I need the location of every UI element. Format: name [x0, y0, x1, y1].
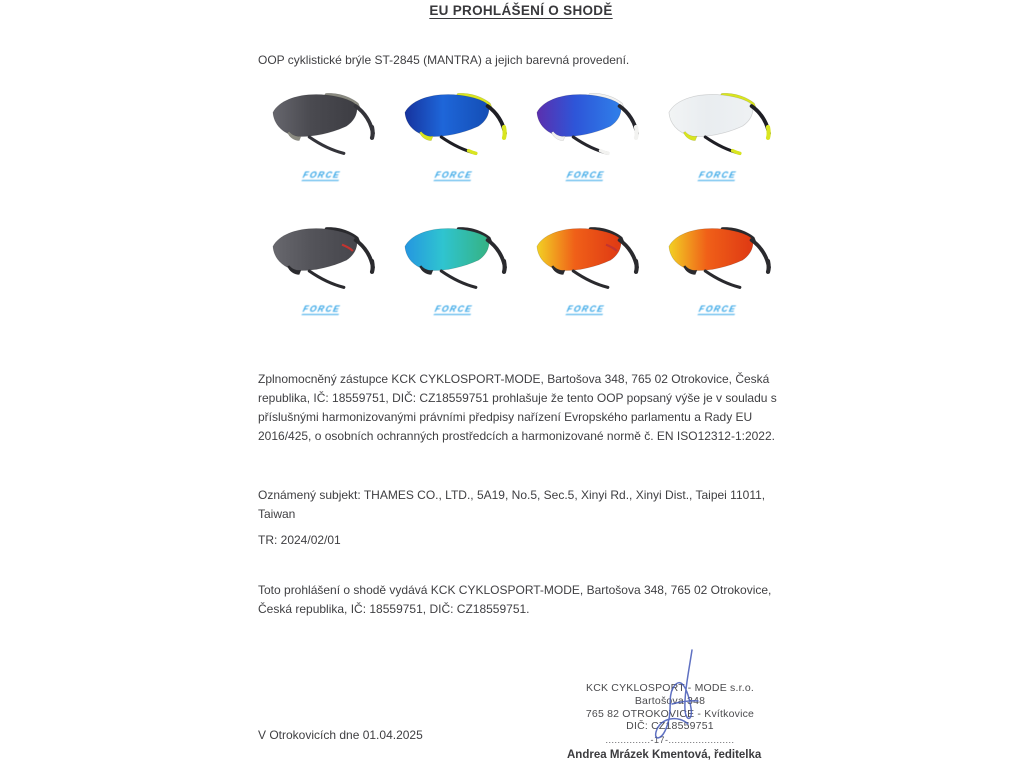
shield-lens [537, 229, 621, 271]
temple-tip-right [636, 261, 637, 272]
glasses-row-1 [256, 88, 786, 194]
temple-tip-right [768, 261, 769, 272]
stamp-city: 765 82 OTROKOVICE - Kvítkovice [585, 707, 755, 720]
glasses-row-2 [256, 222, 786, 328]
sunglasses-image [658, 222, 778, 300]
document-title: EU PROHLÁŠENÍ O SHODĚ [429, 3, 613, 18]
temple-tip-right [372, 261, 373, 272]
sunglasses-image [658, 88, 778, 166]
glasses-variant-red-mirror-black-frame [652, 222, 784, 328]
brand-wordmark: FORCE [698, 170, 738, 180]
brand-wordmark: FORCE [434, 304, 474, 314]
brand-wordmark: FORCE [302, 304, 342, 314]
sunglasses-image [526, 88, 646, 166]
shield-lens [405, 95, 489, 137]
shield-lens [273, 95, 357, 137]
glasses-variant-smoke-lens-grey-frame [256, 88, 388, 194]
sunglasses-image [394, 88, 514, 166]
test-report-line: TR: 2024/02/01 [258, 533, 341, 547]
stamp-street: Bartošova 348 [634, 694, 706, 707]
temple-arm-folded [441, 271, 476, 287]
brand-wordmark: FORCE [698, 304, 738, 314]
stamp-company-name: KCK CYKLOSPORT - MODE s.r.o. [585, 682, 754, 694]
product-description: OOP cyklistické brýle ST-2845 (MANTRA) a jejich barevná provedení. [258, 53, 630, 67]
glasses-variant-blue-mirror-fluo-frame [388, 88, 520, 194]
temple-tip-folded [733, 151, 740, 154]
temple-tip-folded [469, 151, 476, 154]
temple-arm-folded [573, 271, 608, 287]
place-and-date: V Otrokovicích dne 01.04.2025 [258, 728, 423, 742]
notified-body-paragraph: Oznámený subjekt: THAMES CO., LTD., 5A19, No.5, Sec.5, Xinyi Rd., Xinyi Dist., Taipei 11011, Taiwan [258, 488, 766, 521]
brand-wordmark: FORCE [566, 170, 606, 180]
stamp-vat-id: DIČ: CZ18559751 [626, 720, 714, 733]
temple-tip-right [372, 127, 373, 138]
glasses-variant-purple-blue-mirror-white-frame [520, 88, 652, 194]
temple-arm-folded [705, 271, 740, 287]
shield-lens [405, 229, 489, 271]
glasses-variant-smoke-lens-black-red-frame [256, 222, 388, 328]
temple-tip-right [504, 127, 505, 138]
temple-tip-right [768, 127, 769, 138]
sunglasses-image [394, 222, 514, 300]
shield-lens [669, 229, 753, 271]
document-page [256, 0, 786, 768]
sunglasses-image [526, 222, 646, 300]
temple-tip-right [504, 261, 505, 272]
signer-name: Andrea Mrázek Kmentová, ředitelka [567, 749, 762, 761]
temple-tip-right [636, 127, 637, 138]
temple-arm-folded [309, 271, 344, 287]
company-stamp [544, 682, 796, 747]
glasses-variant-red-mirror-black-red-frame [520, 222, 652, 328]
glasses-variant-clear-lens-fluo-frame [652, 88, 784, 194]
temple-arm-folded [309, 137, 344, 153]
shield-lens [537, 95, 621, 137]
temple-tip-folded [601, 151, 608, 154]
shield-lens [669, 95, 753, 137]
issuer-paragraph: Toto prohlášení o shodě vydává KCK CYKLOSPORT-MODE, Bartošova 348, 765 02 Otrokovice, Česká republika, IČ: 18559751, DIČ: CZ18559751. [258, 583, 772, 616]
brand-wordmark: FORCE [566, 304, 606, 314]
brand-wordmark: FORCE [302, 170, 342, 180]
shield-lens [273, 229, 357, 271]
glasses-variant-cyan-teal-mirror-black-frame [388, 222, 520, 328]
sunglasses-image [262, 222, 382, 300]
declaration-paragraph: Zplnomocněný zástupce KCK CYKLOSPORT-MODE, Bartošova 348, 765 02 Otrokovice, Česká republika, IČ: 18559751, DIČ: CZ18559751 prohlašuje že tento OOP popsaný výše je v souladu s příslušnými harmonizovanými právními předpisy nařízení Evropského parlamentu a Rady EU 2016/425, o osobních ochranných prostředcích a harmonizované normě č. EN ISO12312-1:2022. [258, 372, 777, 443]
sunglasses-image [262, 88, 382, 166]
brand-wordmark: FORCE [434, 170, 474, 180]
stamp-dotted-line: ...............-17-...................... [605, 735, 735, 746]
